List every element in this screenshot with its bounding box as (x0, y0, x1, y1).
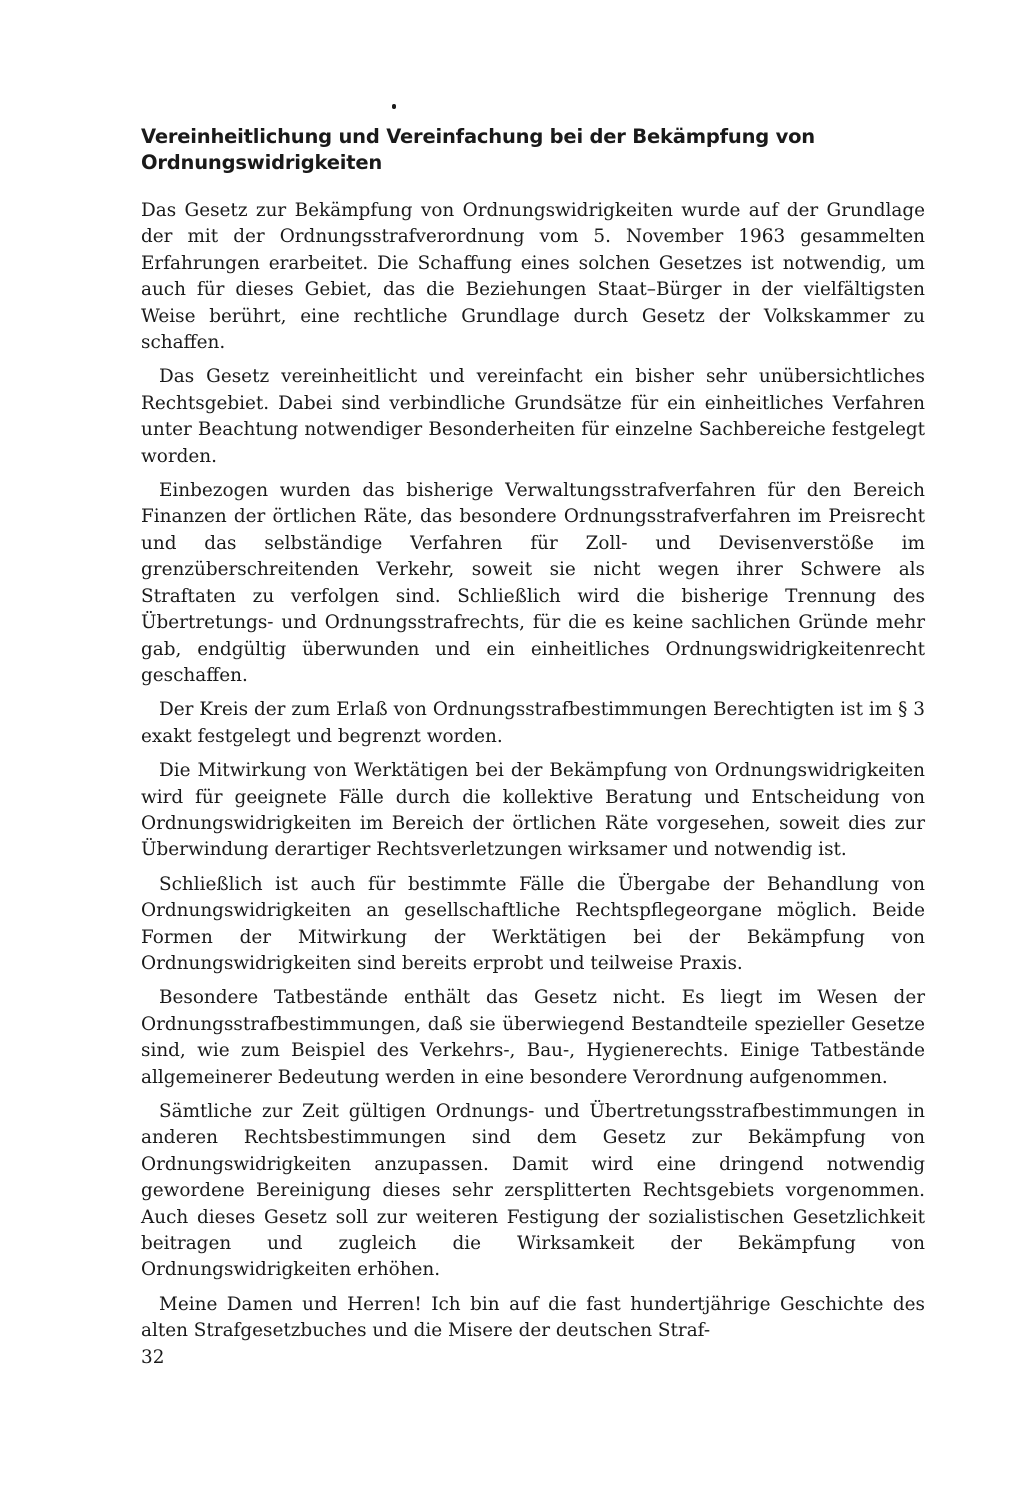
paragraph-8: Sämtliche zur Zeit gültigen Ordnungs- und Übertretungsstrafbestimmungen in anderen Rechtsbestimmungen sind dem Gesetz zur Bekämpfung von Ordnungswidrigkeiten anzupassen. Damit wird eine dringend notwendig gewordene Bereinigung dieses sehr zersplitterten Rechtsgebiets vorgenommen. Auch dieses Gesetz soll zur weiteren Festigung der sozialistischen Gesetzlichkeit beitragen und zugleich die Wirksamkeit der Bekämpfung von Ordnungswidrigkeiten erhöhen. (141, 1101, 925, 1281)
paragraph-9: Meine Damen und Herren! Ich bin auf die fast hundertjährige Geschichte des alten Strafgesetzbuches und die Misere der deutschen Straf- (141, 1293, 925, 1342)
paragraph-4: Der Kreis der zum Erlaß von Ordnungsstrafbestimmungen Berechtigten ist im § 3 exakt festgelegt und begrenzt worden. (141, 699, 925, 747)
body-text (141, 198, 925, 1353)
paragraph-7: Besondere Tatbestände enthält das Gesetz nicht. Es liegt im Wesen der Ordnungsstrafbestimmungen, daß sie überwiegend Bestandteile spezieller Gesetze sind, wie zum Beispiel des Verkehrs-, Bau-, Hygienerechts. Einige Tatbestände allgemeinerer Bedeutung werden in eine besondere Verordnung aufgenommen. (141, 987, 925, 1088)
paragraph-1: Das Gesetz zur Bekämpfung von Ordnungswidrigkeiten wurde auf der Grundlage der mit der Ordnungsstrafverordnung vom 5. November 1963 gesammelten Erfahrungen erarbeitet. Die Schaffung eines solchen Gesetzes ist notwendig, um auch für dieses Gebiet, das die Beziehungen Staat–Bürger in der vielfältigsten Weise berührt, eine rechtliche Grundlage durch Gesetz der Volkskammer zu schaffen. (141, 200, 925, 354)
page-number: 32 (141, 1347, 165, 1368)
paragraph-6: Schließlich ist auch für bestimmte Fälle die Übergabe der Behandlung von Ordnungswidrigkeiten an gesellschaftliche Rechtspflegeorgane möglich. Beide Formen der Mitwirkung der Werktätigen bei der Bekämpfung von Ordnungswidrigkeiten sind bereits erprobt und teilweise Praxis. (141, 873, 925, 974)
paragraph-5: Die Mitwirkung von Werktätigen bei der Bekämpfung von Ordnungswidrigkeiten wird für geeignete Fälle durch die kollektive Beratung und Entscheidung von Ordnungswidrigkeiten im Bereich der örtlichen Räte vorgesehen, soweit dies zur Überwindung derartiger Rechtsverletzungen wirksamer und notwendig ist. (141, 760, 925, 861)
section-heading: Vereinheitlichung und Vereinfachung bei der Bekämpfung von Ordnungswidrigkeiten (141, 125, 815, 174)
print-speck (392, 104, 396, 109)
paragraph-2: Das Gesetz vereinheitlicht und vereinfacht ein bisher sehr unübersichtliches Rechtsgebiet. Dabei sind verbindliche Grundsätze für ein einheitliches Verfahren unter Beachtung notwendiger Besonderheiten für einzelne Sachbereiche festgelegt worden. (141, 366, 925, 467)
paragraph-3: Einbezogen wurden das bisherige Verwaltungsstrafverfahren für den Bereich Finanzen der örtlichen Räte, das besondere Ordnungsstrafverfahren im Preisrecht und das selbständige Verfahren für Zoll- und Devisenverstöße im grenzüberschreitenden Verkehr, soweit sie nicht wegen ihrer Schwere als Straftaten zu verfolgen sind. Schließlich wird die bisherige Trennung des Übertretungs- und Ordnungsstrafrechts, für die es keine sachlichen Gründe mehr gab, endgültig überwunden und ein einheitliches Ordnungswidrigkeitenrecht geschaffen. (141, 480, 925, 686)
